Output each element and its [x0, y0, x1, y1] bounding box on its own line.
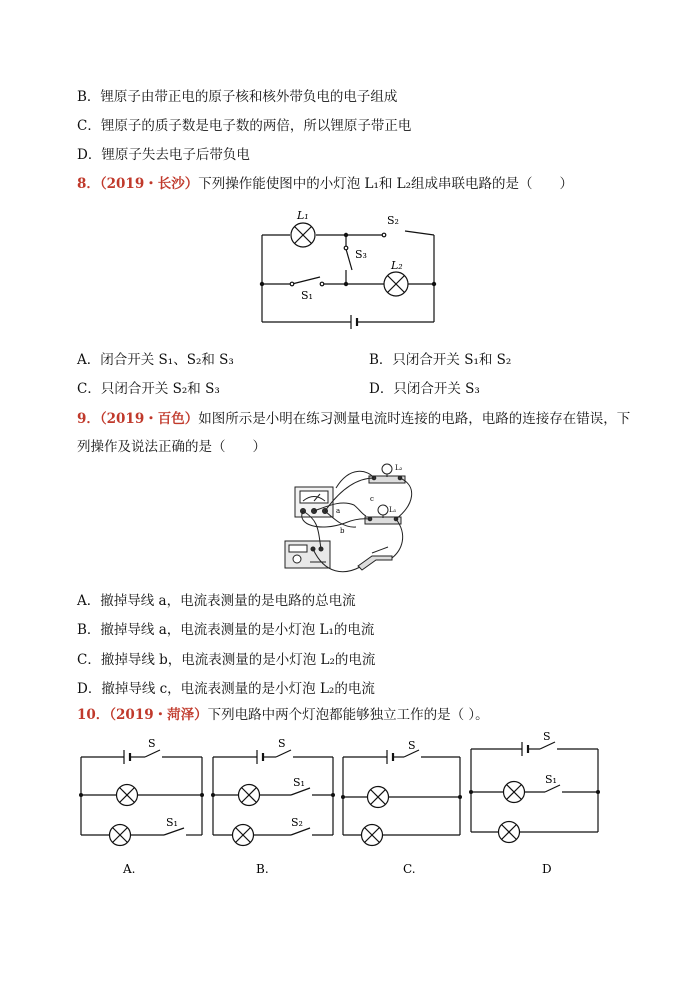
q10-b-label-s: S [278, 737, 286, 750]
q10-text: 下列电路中两个灯泡都能够独立工作的是（ ）。 [207, 707, 489, 723]
q9-option-b: B．撤掉导线 a，电流表测量的是小灯泡 L₁的电流 [77, 622, 375, 638]
q9-label-c: c [370, 495, 374, 503]
q10-caption-c: C. [403, 862, 416, 876]
q10-c-label-s: S [408, 739, 416, 752]
q8-text: 下列操作能使图中的小灯泡 L₁和 L₂组成串联电路的是（ ） [198, 176, 574, 192]
q10-source: 10．（2019・菏泽） [77, 707, 208, 723]
q9-label-a: a [336, 507, 341, 515]
q9-source: 9．（2019・百色） [77, 411, 199, 427]
q10-d-label-s: S [543, 730, 551, 743]
q10-diagram-b [213, 750, 333, 846]
q8-option-a: A．闭合开关 S₁、S₂和 S₃ [77, 352, 234, 368]
q10-caption-a: A. [123, 862, 136, 876]
prev-option-d: D．锂原子失去电子后带负电 [77, 147, 250, 163]
q10-diagram-d [471, 742, 598, 843]
prev-option-c: C．锂原子的质子数是电子数的两倍，所以锂原子带正电 [77, 118, 412, 134]
q9-option-a: A．撤掉导线 a，电流表测量的是电路的总电流 [77, 593, 356, 609]
prev-option-b: B．锂原子由带正电的原子核和核外带负电的电子组成 [77, 89, 398, 105]
q9-stem-line2: 列操作及说法正确的是（ ） [77, 439, 266, 455]
q10-b-label-s1: S₁ [293, 776, 305, 789]
q10-diagram-c [343, 750, 460, 846]
q9-label-b: b [340, 527, 345, 535]
q10-diagram-a [81, 750, 202, 846]
q8-label-l2: L₂ [391, 259, 403, 272]
q8-source: 8．（2019・长沙） [77, 176, 199, 192]
q10-caption-d: D [542, 862, 552, 876]
q8-label-s3: S₃ [355, 248, 367, 261]
q8-label-s2: S₂ [387, 214, 399, 227]
q10-a-label-s: S [148, 737, 156, 750]
q8-option-d: D．只闭合开关 S₃ [369, 381, 480, 397]
q10-caption-b: B. [256, 862, 269, 876]
q9-option-c: C．撤掉导线 b，电流表测量的是小灯泡 L₂的电流 [77, 652, 376, 668]
q9-text-1: 如图所示是小明在练习测量电流时连接的电路，电路的连接存在错误，下 [198, 411, 631, 427]
q8-option-b: B．只闭合开关 S₁和 S₂ [369, 352, 512, 368]
q9-label-l2: L₂ [395, 464, 403, 472]
q10-a-label-s1: S₁ [166, 816, 178, 829]
q8-label-s1: S₁ [301, 289, 313, 302]
q10-d-label-s1: S₁ [545, 773, 557, 786]
q10-b-label-s2: S₂ [291, 816, 303, 829]
q8-label-l1: L₁ [297, 209, 309, 222]
q9-label-l1: L₁ [389, 506, 397, 514]
q8-option-c: C．只闭合开关 S₂和 S₃ [77, 381, 220, 397]
q9-option-d: D．撤掉导线 c，电流表测量的是小灯泡 L₂的电流 [77, 681, 375, 697]
